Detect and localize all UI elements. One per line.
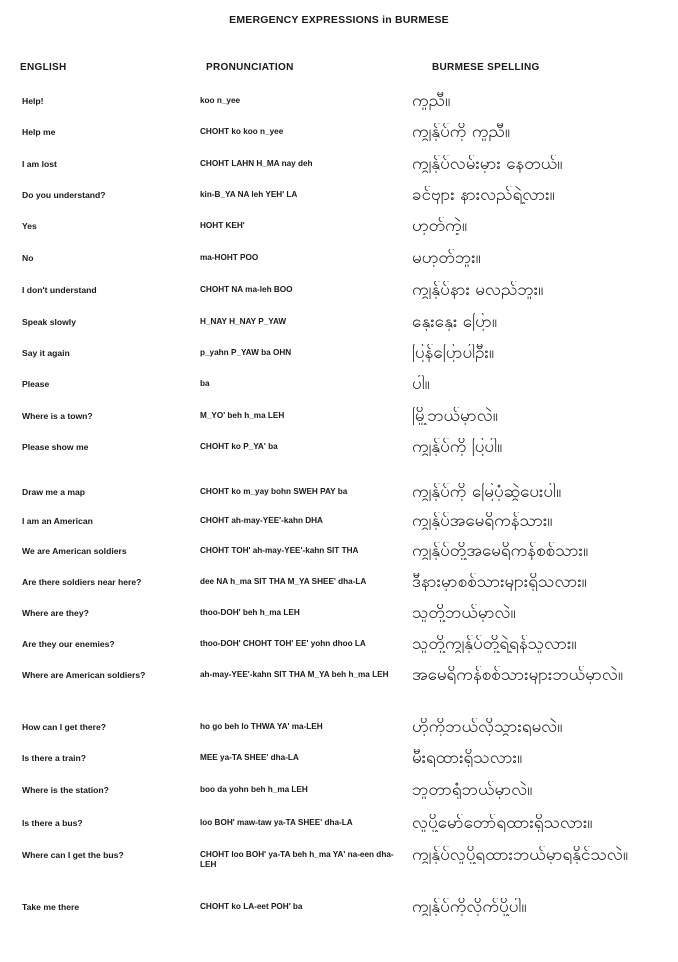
english-phrase: Is there a train? [22,753,86,763]
pronunciation-text: koo n_yee [200,96,241,105]
english-phrase: Where are American soldiers? [22,670,146,680]
english-phrase: I am lost [22,159,57,169]
english-phrase: No [22,253,34,263]
burmese-spelling: ကျွန်ုပ်ကို ကူညီ။ [412,123,511,141]
burmese-spelling: ကျွန်ုပ်ကိုလိုက်ပို့ပါ။ [412,898,527,916]
burmese-spelling: ပါ။ [412,375,430,393]
burmese-spelling: ဘူတာရုံဘယ်မှာလဲ။ [412,781,533,799]
burmese-spelling: အမေရိကန်စစ်သားများဘယ်မှာလဲ။ [412,666,623,684]
page-title: EMERGENCY EXPRESSIONS in BURMESE [229,14,449,26]
burmese-spelling: ကျွန်ုပ်အမေရိကန်သား။ [412,512,553,530]
burmese-spelling: သူတို့ဘယ်မှာလဲ။ [412,604,516,622]
english-phrase: Draw me a map [22,487,86,497]
english-phrase: Are there soldiers near here? [22,577,142,587]
burmese-spelling: မြို့ဘယ်မှာလဲ။ [412,407,498,425]
english-phrase: I am an American [22,516,93,526]
pronunciation-text: CHOHT ko m_yay bohn SWEH PAY ba [200,487,348,496]
pronunciation-text: boo da yohn beh h_ma LEH [200,785,308,794]
burmese-spelling: မဟုတ်ဘူး။ [412,249,481,267]
burmese-spelling: ပြန်ပြောပါဦး။ [412,344,494,362]
pronunciation-text: CHOHT ko LA-eet POH' ba [200,902,303,911]
english-phrase: Are they our enemies? [22,639,115,649]
pronunciation-text: H_NAY H_NAY P_YAW [200,317,287,326]
burmese-spelling: ဟုတ်ကဲ့။ [412,217,467,235]
english-phrase: Where is the station? [22,785,109,795]
english-phrase: Where are they? [22,608,89,618]
burmese-spelling: နှေးနှေး ပြော။ [412,313,497,331]
burmese-spelling: ကူညီ။ [412,92,451,110]
english-phrase: We are American soldiers [22,546,127,556]
burmese-spelling: ဒီနားမှာစစ်သားများရှိသလား။ [412,573,587,591]
english-phrase: Do you understand? [22,190,106,200]
column-header-burmese: BURMESE SPELLING [432,62,540,73]
english-phrase: I don't understand [22,285,97,295]
pronunciation-text: HOHT KEH' [200,221,245,230]
burmese-spelling: ဟိုကိုဘယ်လိုသွားရမလဲ။ [412,718,563,736]
pronunciation-text: ah-may-YEE'-kahn SIT THA M_YA beh h_ma LEH [200,670,389,679]
burmese-spelling: ကျွန်ုပ်ကို မြေပုံဆွဲပေးပါ။ [412,483,562,501]
english-phrase: Speak slowly [22,317,76,327]
pronunciation-text: CHOHT ah-may-YEE'-kahn DHA [200,516,323,525]
burmese-spelling: ကျွန်ုပ်ကို ပြပါ။ [412,438,503,456]
burmese-spelling: သူတို့ကျွန်ုပ်တို့ရဲ့ရန်သူလား။ [412,635,577,653]
pronunciation-text: kin-B_YA NA leh YEH' LA [200,190,298,199]
english-phrase: How can I get there? [22,722,107,732]
pronunciation-text: MEE ya-TA SHEE' dha-LA [200,753,299,762]
burmese-spelling: ကျွန်ုပ်လမ်းမှား နေတယ်။ [412,155,563,173]
burmese-spelling: ခင်ဗျား နားလည်ရဲ့လား။ [412,186,555,204]
burmese-spelling: မီးရထားရှိသလား။ [412,749,523,767]
pronunciation-text: CHOHT NA ma-leh BOO [200,285,293,294]
pronunciation-text: p_yahn P_YAW ba OHN [200,348,292,357]
pronunciation-text: ba [200,379,210,388]
pronunciation-text: CHOHT TOH' ah-may-YEE'-kahn SIT THA [200,546,359,555]
pronunciation-text: ho go beh lo THWA YA' ma-LEH [200,722,323,731]
english-phrase: Help! [22,96,44,106]
pronunciation-text: thoo-DOH' CHOHT TOH' EE' yohn dhoo LA [200,639,366,648]
pronunciation-text: CHOHT ko koo n_yee [200,127,284,136]
english-phrase: Help me [22,127,56,137]
pronunciation-text: CHOHT ko P_YA' ba [200,442,278,451]
english-phrase: Where can I get the bus? [22,850,124,860]
burmese-spelling: ကျွန်ုပ်လူပို့ရထားဘယ်မှာရနိုင်သလဲ။ [412,846,629,864]
english-phrase: Say it again [22,348,70,358]
burmese-spelling: ကျွန်ုပ်နား မလည်ဘူး။ [412,281,544,299]
column-header-pronunciation: PRONUNCIATION [206,62,294,73]
pronunciation-text: thoo-DOH' beh h_ma LEH [200,608,300,617]
pronunciation-text: CHOHT loo BOH' ya-TA beh h_ma YA' na-een dha-LEH [200,850,394,869]
english-phrase: Please [22,379,50,389]
burmese-spelling: ကျွန်ုပ်တို့အမေရိကန်စစ်သား။ [412,542,589,560]
english-phrase: Please show me [22,442,89,452]
english-phrase: Is there a bus? [22,818,83,828]
pronunciation-text: M_YO' beh h_ma LEH [200,411,285,420]
pronunciation-text: ma-HOHT POO [200,253,259,262]
english-phrase: Yes [22,221,37,231]
burmese-spelling: လူပို့မော်တော်ရထားရှိသလား။ [412,814,593,832]
english-phrase: Where is a town? [22,411,93,421]
column-header-english: ENGLISH [20,62,67,73]
pronunciation-text: loo BOH' maw-taw ya-TA SHEE' dha-LA [200,818,353,827]
pronunciation-text: dee NA h_ma SIT THA M_YA SHEE' dha-LA [200,577,367,586]
pronunciation-text: CHOHT LAHN H_MA nay deh [200,159,313,168]
english-phrase: Take me there [22,902,80,912]
